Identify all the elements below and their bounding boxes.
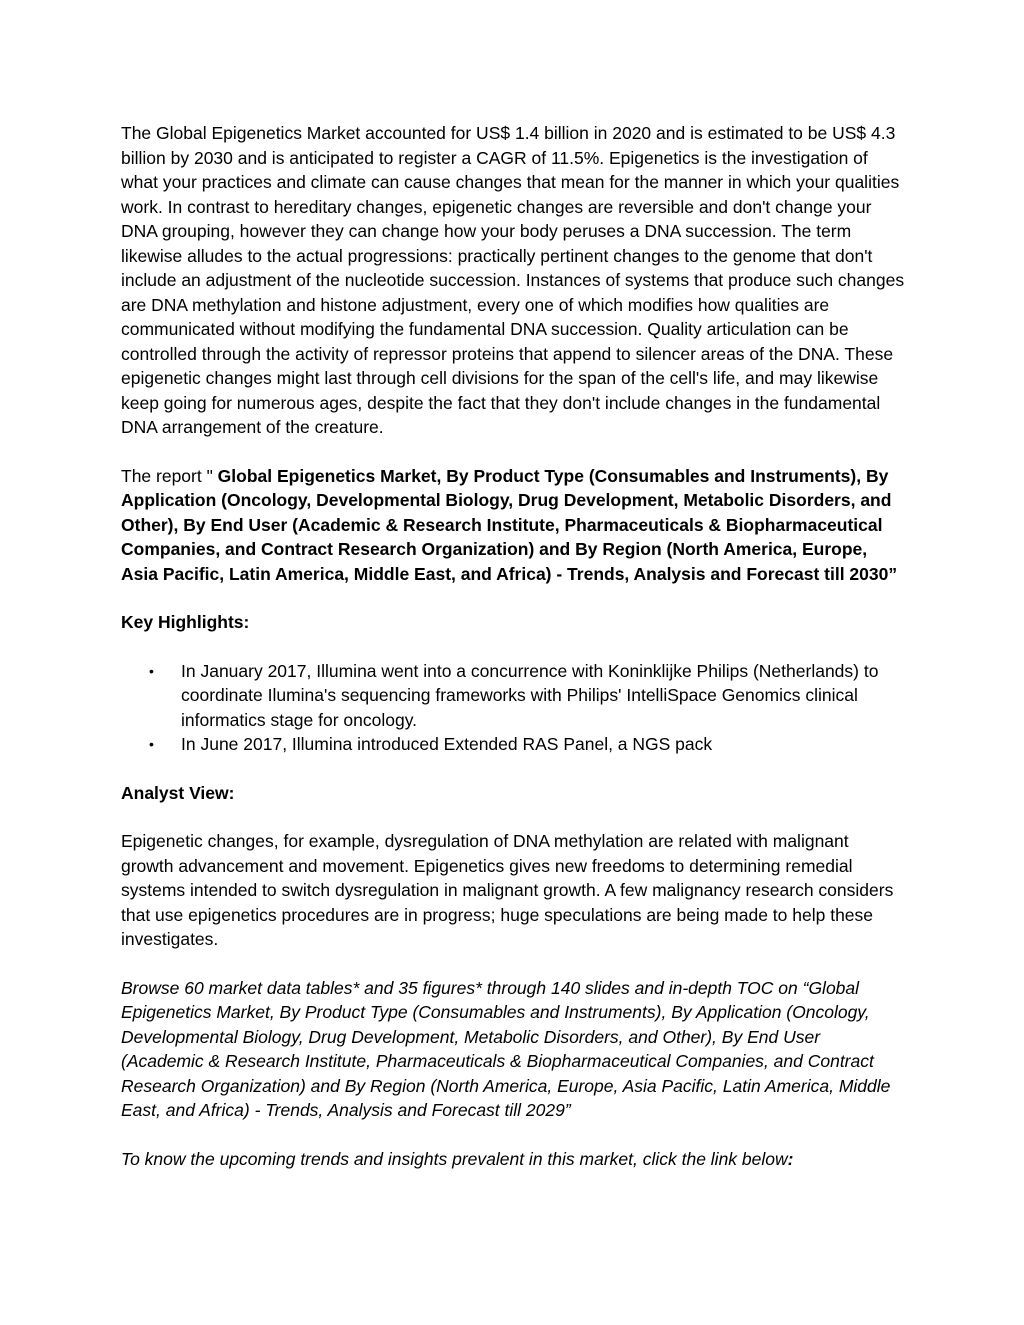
list-item-text: In January 2017, Illumina went into a concurrence with Koninklijke Philips (Netherlands) to coordinate Ilumina's sequencing frameworks with Philips' IntelliSpace Genomics clinical informatics stage for oncology. (181, 660, 879, 730)
cta-colon: : (787, 1148, 794, 1169)
cta-text: To know the upcoming trends and insights prevalent in this market, click the link below (121, 1148, 788, 1169)
list-item (121, 732, 905, 757)
browse-paragraph: Browse 60 market data tables* and 35 figures* through 140 slides and in-depth TOC on “Global Epigenetics Market, By Product Type (Consumables and Instruments), By Application (Oncology, Developmental Biology, Drug Development, Metabolic Disorders, and Other), By End User (Academic & Research Institute, Pharmaceuticals & Biopharmaceutical Companies, and Contract Research Organization) and By Region (North America, Europe, Asia Pacific, Latin America, Middle East, and Africa) - Trends, Analysis and Forecast till 2029” (121, 977, 891, 1120)
intro-paragraph: The Global Epigenetics Market accounted for US$ 1.4 billion in 2020 and is estimated to be US$ 4.3 billion by 2030 and is anticipated to register a CAGR of 11.5%. Epigenetics is the investigation of what your practices and climate can cause changes that mean for the manner in which your qualities work. In contrast to hereditary changes, epigenetic changes are reversible and don't change your DNA grouping, however they can change how your body peruses a DNA succession. The term likewise alludes to the actual progressions: practically pertinent changes to the genome that don't include an adjustment of the nucleotide succession. Instances of systems that produce such changes are DNA methylation and histone adjustment, every one of which modifies how qualities are communicated without modifying the fundamental DNA succession. Quality articulation can be controlled through the activity of repressor proteins that append to silencer areas of the DNA. These epigenetic changes might last through cell divisions for the span of the cell's life, and may likewise keep going for numerous ages, despite the fact that they don't include changes in the fundamental DNA arrangement of the creature. (121, 123, 905, 437)
key-highlights-list (121, 659, 905, 757)
list-item (121, 659, 905, 733)
analyst-view-heading: Analyst View: (121, 782, 235, 803)
report-title: Global Epigenetics Market, By Product Type (Consumables and Instruments), By Application (Oncology, Developmental Biology, Drug Development, Metabolic Disorders, and Other), By End User (Academic & Research Institute, Pharmaceuticals & Biopharmaceutical Companies, and Contract Research Organization) and By Region (North America, Europe, Asia Pacific, Latin America, Middle East, and Africa) - Trends, Analysis and Forecast till 2030” (121, 465, 898, 584)
document-page (121, 121, 905, 1195)
analyst-view-paragraph: Epigenetic changes, for example, dysregulation of DNA methylation are related with malignant growth advancement and movement. Epigenetics gives new freedoms to determining remedial systems intended to switch dysregulation in malignant growth. A few malignancy research considers that use epigenetics procedures are in progress; huge speculations are being made to help these investigates. (121, 831, 894, 949)
key-highlights-heading: Key Highlights: (121, 612, 250, 632)
list-item-text: In June 2017, Illumina introduced Extended RAS Panel, a NGS pack (181, 734, 713, 754)
bullet-icon: • (149, 662, 154, 679)
cta-paragraph (121, 1147, 905, 1172)
report-paragraph (121, 464, 905, 587)
bullet-icon: • (149, 736, 154, 752)
report-prefix: The report " (121, 465, 218, 486)
